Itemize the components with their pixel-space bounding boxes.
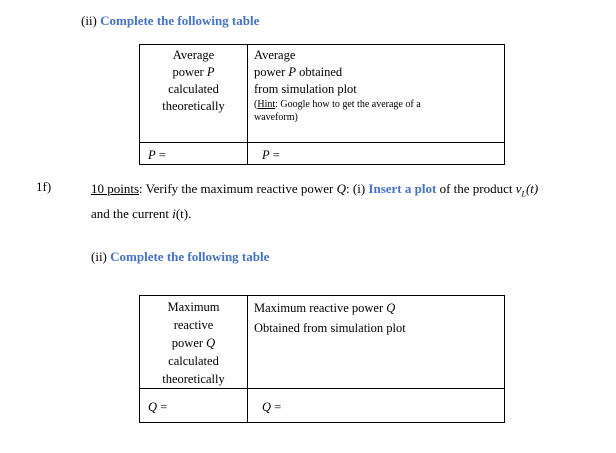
var-q: Q xyxy=(262,400,272,414)
equals-sign: = xyxy=(271,400,282,414)
hint-label: Hint xyxy=(257,99,276,110)
text-span: power xyxy=(172,65,207,79)
var-p: P xyxy=(288,65,297,79)
text-line: theoretically xyxy=(162,372,225,386)
text-span: power xyxy=(254,65,289,79)
var-q: Q xyxy=(206,336,216,350)
table2-header-simulation xyxy=(248,296,505,389)
equals-sign: = xyxy=(269,148,280,162)
equals-sign: = xyxy=(157,400,168,414)
var-v-subscript: L xyxy=(521,189,526,199)
hint-text-cont: waveform) xyxy=(254,112,298,123)
text-span: obtained xyxy=(296,65,343,79)
problem-text xyxy=(91,179,601,223)
var-q: Q xyxy=(148,400,158,414)
heading-number: (ii) xyxy=(91,249,111,264)
text-span: : Verify the maximum reactive power xyxy=(139,181,337,196)
problem-label: 1f) xyxy=(36,179,52,194)
table1-header-calculated xyxy=(140,45,248,143)
p-simulation-cell[interactable] xyxy=(248,143,505,165)
text-span: of the product xyxy=(436,181,516,196)
table1-heading xyxy=(81,13,259,29)
text-span: : (i) xyxy=(346,181,369,196)
text-line xyxy=(254,64,504,81)
reactive-power-table xyxy=(139,295,505,423)
var-q: Q xyxy=(386,301,396,315)
text-line: theoretically xyxy=(162,99,225,113)
p-calculated-cell[interactable] xyxy=(140,143,248,165)
text-line xyxy=(140,64,247,81)
text-line: Average xyxy=(172,48,215,62)
text-line xyxy=(254,298,504,318)
var-p: P xyxy=(206,65,215,79)
text-line: Average xyxy=(254,48,296,62)
var-i: i xyxy=(172,205,176,221)
text-line xyxy=(140,334,247,352)
table1-header-simulation xyxy=(248,45,505,143)
text-span: power xyxy=(171,336,207,350)
average-power-table xyxy=(139,44,505,165)
text-span: : Google how to get the average of a xyxy=(275,99,421,110)
q-simulation-cell[interactable] xyxy=(248,389,505,423)
text-span: and the current xyxy=(91,205,173,221)
text-span: (t). xyxy=(175,205,192,221)
text-span: Maximum reactive power xyxy=(254,301,387,315)
points-label: 10 points xyxy=(91,181,140,196)
time-arg: (t) xyxy=(525,181,539,196)
heading-text: Complete the following table xyxy=(110,249,270,264)
var-v: v xyxy=(515,181,522,196)
insert-plot-emphasis: Insert a plot xyxy=(368,181,437,196)
problem-line-1 xyxy=(91,179,601,204)
var-p: P xyxy=(148,148,156,162)
q-calculated-cell[interactable] xyxy=(140,389,248,423)
text-line: Obtained from simulation plot xyxy=(254,321,406,335)
text-line: from simulation plot xyxy=(254,82,357,96)
heading-number: (ii) xyxy=(81,13,101,28)
text-line: calculated xyxy=(168,354,219,368)
hint-text: (Hint: Google how to get the average of a xyxy=(254,99,421,110)
table2-heading xyxy=(91,249,269,265)
table2-header-calculated xyxy=(140,296,248,389)
text-line: reactive xyxy=(173,318,214,332)
problem-line-2 xyxy=(91,204,601,223)
text-line: calculated xyxy=(168,82,219,96)
var-p: P xyxy=(262,148,270,162)
heading-text: Complete the following table xyxy=(100,13,260,28)
equals-sign: = xyxy=(155,148,166,162)
var-q: Q xyxy=(336,181,347,196)
text-line: Maximum xyxy=(167,300,220,314)
